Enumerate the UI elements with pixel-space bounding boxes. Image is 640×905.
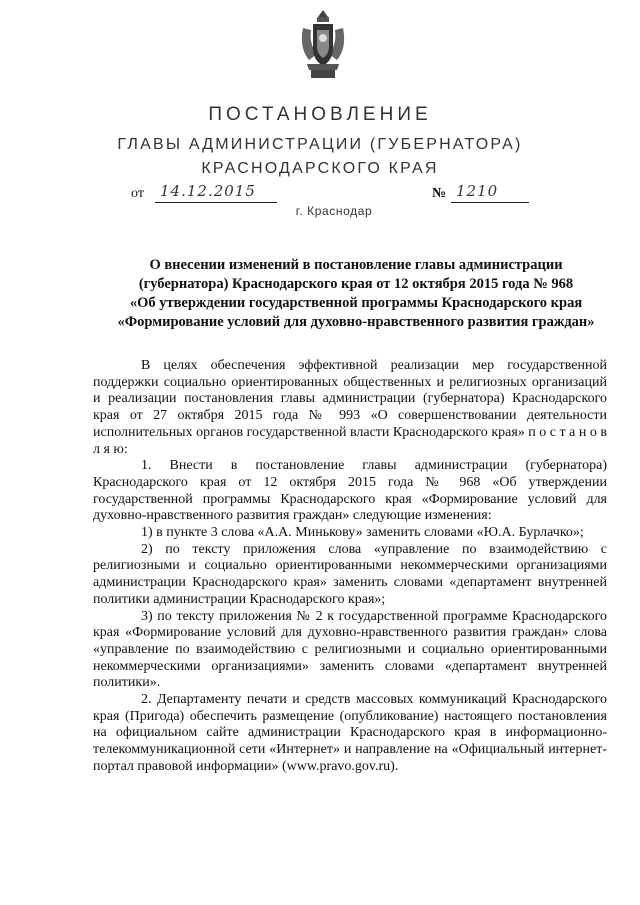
title-line: О внесении изменений в постановление главы администрации (149, 257, 563, 273)
date-label: от (131, 186, 144, 201)
title-line: «Формирование условий для духовно-нравственного развития граждан» (117, 314, 595, 330)
body-paragraph-subitem-2: 2) по тексту приложения слова «управление по взаимодействию с религиозными и социально ориентированными некоммерческими организациями администрации Краснодарского края» заменить словами «департамент внутренней политики администрации Краснодарского края»; (93, 541, 607, 607)
title-line: «Об утверждении государственной программы Краснодарского края (129, 295, 583, 311)
number-value-handwritten: 1210 (456, 182, 499, 200)
date-underline (155, 202, 277, 203)
body-paragraph-subitem-3: 3) по тексту приложения № 2 к государственной программе Краснодарского края «Формирование условий для духовно-нравственного развития граждан» слова «управление по взаимодействию с религиозными и социально ориентированными некоммерческими организациями» заменить словами «департамент внутренней политики». (93, 608, 607, 691)
body-paragraph-item-1: 1. Внести в постановление главы администрации (губернатора) Краснодарского края от 12 октября 2015 года № 968 «Об утверждении государственной программы Краснодарского края «Формирование условий для духовно-нравственного развития граждан» следующие изменения: (93, 458, 607, 524)
number-label: № (432, 186, 447, 201)
date-value-handwritten: 14.12.2015 (160, 182, 256, 200)
body-paragraph-subitem-1: 1) в пункте 3 слова «А.А. Минькову» заменить словами «Ю.А. Бурлачко»; (141, 525, 584, 541)
document-body (93, 358, 607, 776)
body-paragraph-preamble: В целях обеспечения эффективной реализации мер государственной поддержки социально ориентированных общественных и религиозных организаций и реализации постановления главы администрации (губернатора) Краснодарского края от 27 октября 2015 года № 993 «О совершенствовании деятельности исполнительных органов государственной власти Краснодарского края» п о с т а н о в л я ю: (93, 358, 607, 457)
document-type-heading: ПОСТАНОВЛЕНИЕ (208, 104, 432, 125)
coat-of-arms-emblem (297, 8, 349, 80)
issuer-heading: ГЛАВЫ АДМИНИСТРАЦИИ (ГУБЕРНАТОРА) (117, 136, 523, 153)
city-label: г. Краснодар (295, 204, 373, 218)
region-heading: КРАСНОДАРСКОГО КРАЯ (201, 160, 439, 177)
document-title (96, 256, 616, 332)
number-underline (451, 202, 529, 203)
body-paragraph-item-2: 2. Департаменту печати и средств массовых коммуникаций Краснодарского края (Пригода) обеспечить размещение (опубликование) настоящего постановления на официальном сайте администрации Краснодарского края в информационно-телекоммуникационной сети «Интернет» и направление на «Официальный интернет-портал правовой информации» (www.pravo.gov.ru). (93, 692, 607, 774)
title-line: (губернатора) Краснодарского края от 12 октября 2015 года № 968 (138, 276, 574, 292)
